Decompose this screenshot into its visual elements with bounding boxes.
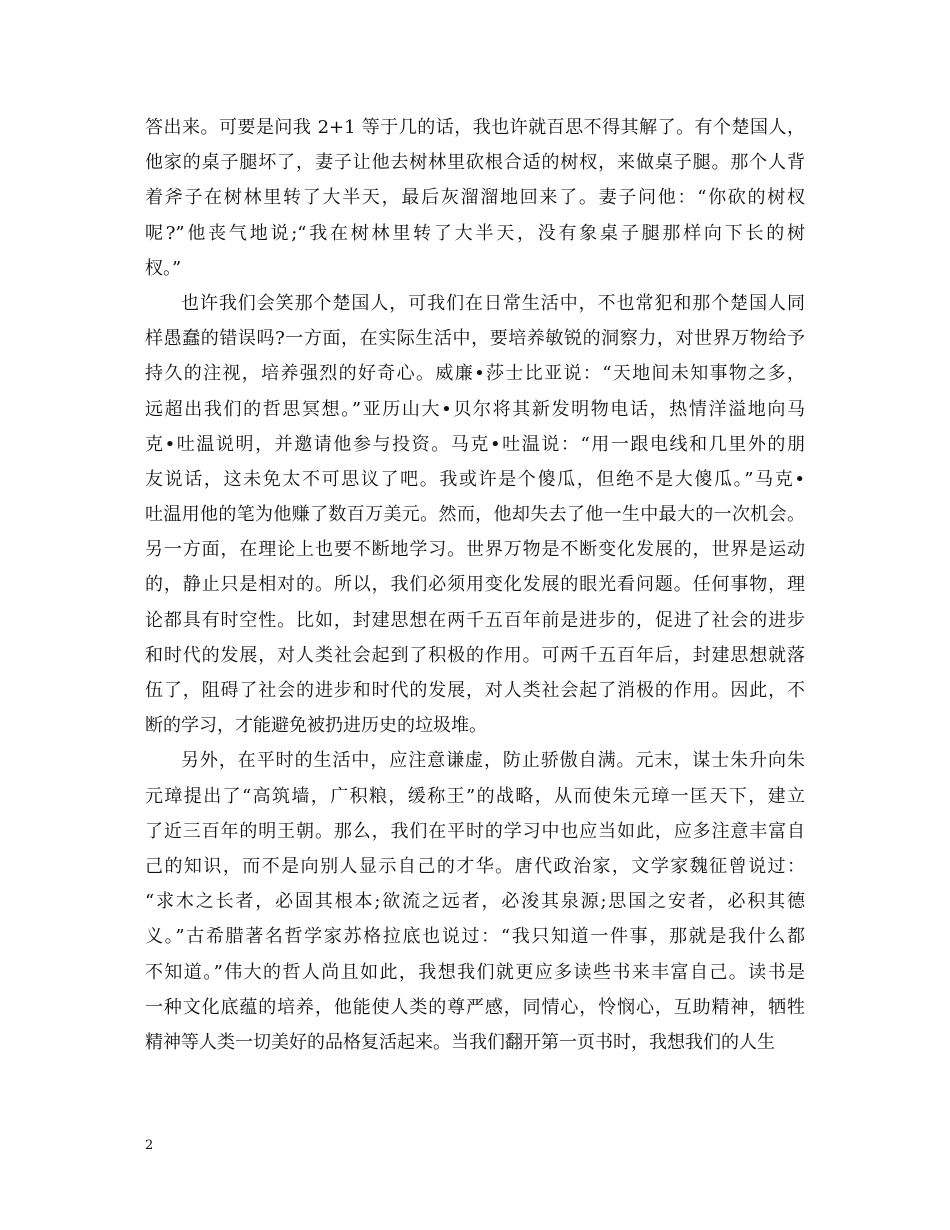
text-line: 己的知识，而不是向别人显示自己的才华。唐代政治家，文学家魏征曾说过： (145, 855, 805, 877)
text-line: “求木之长者，必固其根本;欲流之远者，必浚其泉源;思国之安者，必积其德 (145, 891, 805, 913)
page-number: 2 (145, 1138, 154, 1153)
paragraph (145, 286, 805, 743)
paragraph (145, 110, 805, 286)
text-line: 了近三百年的明王朝。那么，我们在平时的学习中也应当如此，应多注意丰富自 (145, 820, 805, 842)
text-line: 友说话，这未免太不可思议了吧。我或许是个傻瓜，但绝不是大傻瓜。”马克• (145, 468, 805, 490)
text-line: 样愚蠢的错误吗?一方面，在实际生活中，要培养敏锐的洞察力，对世界万物给予 (145, 328, 805, 350)
text-line: 持久的注视，培养强烈的好奇心。威廉•莎士比亚说：“天地间未知事物之多， (145, 363, 805, 385)
text-line: 呢?”他丧气地说;“我在树林里转了大半天，没有象桌子腿那样向下长的树 (145, 222, 805, 244)
text-line: 义。”古希腊著名哲学家苏格拉底也说过：“我只知道一件事，那就是我什么都 (145, 926, 805, 948)
text-line: 着斧子在树林里转了大半天，最后灰溜溜地回来了。妻子问他：“你砍的树杈 (145, 187, 805, 209)
text-line: 吐温用他的笔为他赚了数百万美元。然而，他却失去了他一生中最大的一次机会。 (145, 504, 805, 526)
text-line: 杈。” (145, 257, 182, 279)
text-line: 和时代的发展，对人类社会起到了积极的作用。可两千五百年后，封建思想就落 (145, 644, 805, 666)
text-line: 另外，在平时的生活中，应注意谦虚，防止骄傲自满。元末，谋士朱升向朱 (181, 750, 805, 772)
text-line: 伍了，阻碍了社会的进步和时代的发展，对人类社会起了消极的作用。因此，不 (145, 680, 805, 701)
text-line: 论都具有时空性。比如，封建思想在两千五百年前是进步的，促进了社会的进步 (145, 609, 805, 631)
text-line: 断的学习，才能避免被扔进历史的垃圾堆。 (145, 715, 487, 737)
text-line: 一种文化底蕴的培养，他能使人类的尊严感，同情心，怜悯心，互助精神，牺牲 (145, 996, 805, 1018)
text-line: 答出来。可要是问我 2+1 等于几的话，我也许就百思不得其解了。有个楚国人， (145, 117, 805, 138)
text-line: 精神等人类一切美好的品格复活起来。当我们翻开第一页书时，我想我们的人生 (145, 1031, 775, 1053)
text-line: 也许我们会笑那个楚国人，可我们在日常生活中，不也常犯和那个楚国人同 (181, 292, 805, 314)
text-line: 克•吐温说明，并邀请他参与投资。马克•吐温说：“用一跟电线和几里外的朋 (145, 433, 805, 455)
paragraph (145, 743, 805, 1060)
document-body (145, 110, 805, 1060)
text-line: 他家的桌子腿坏了，妻子让他去树林里砍根合适的树杈，来做桌子腿。那个人背 (145, 152, 805, 174)
text-line: 远超出我们的哲思冥想。”亚历山大•贝尔将其新发明物电话，热情洋溢地向马 (145, 398, 805, 420)
text-line: 元璋提出了“高筑墙，广积粮，缓称王”的战略，从而使朱元璋一匡天下，建立 (145, 785, 805, 807)
text-line: 另一方面，在理论上也要不断地学习。世界万物是不断变化发展的，世界是运动 (145, 539, 805, 561)
text-line: 不知道。”伟大的哲人尚且如此，我想我们就更应多读些书来丰富自己。读书是 (145, 961, 805, 983)
text-line: 的，静止只是相对的。所以，我们必须用变化发展的眼光看问题。任何事物，理 (145, 574, 805, 596)
